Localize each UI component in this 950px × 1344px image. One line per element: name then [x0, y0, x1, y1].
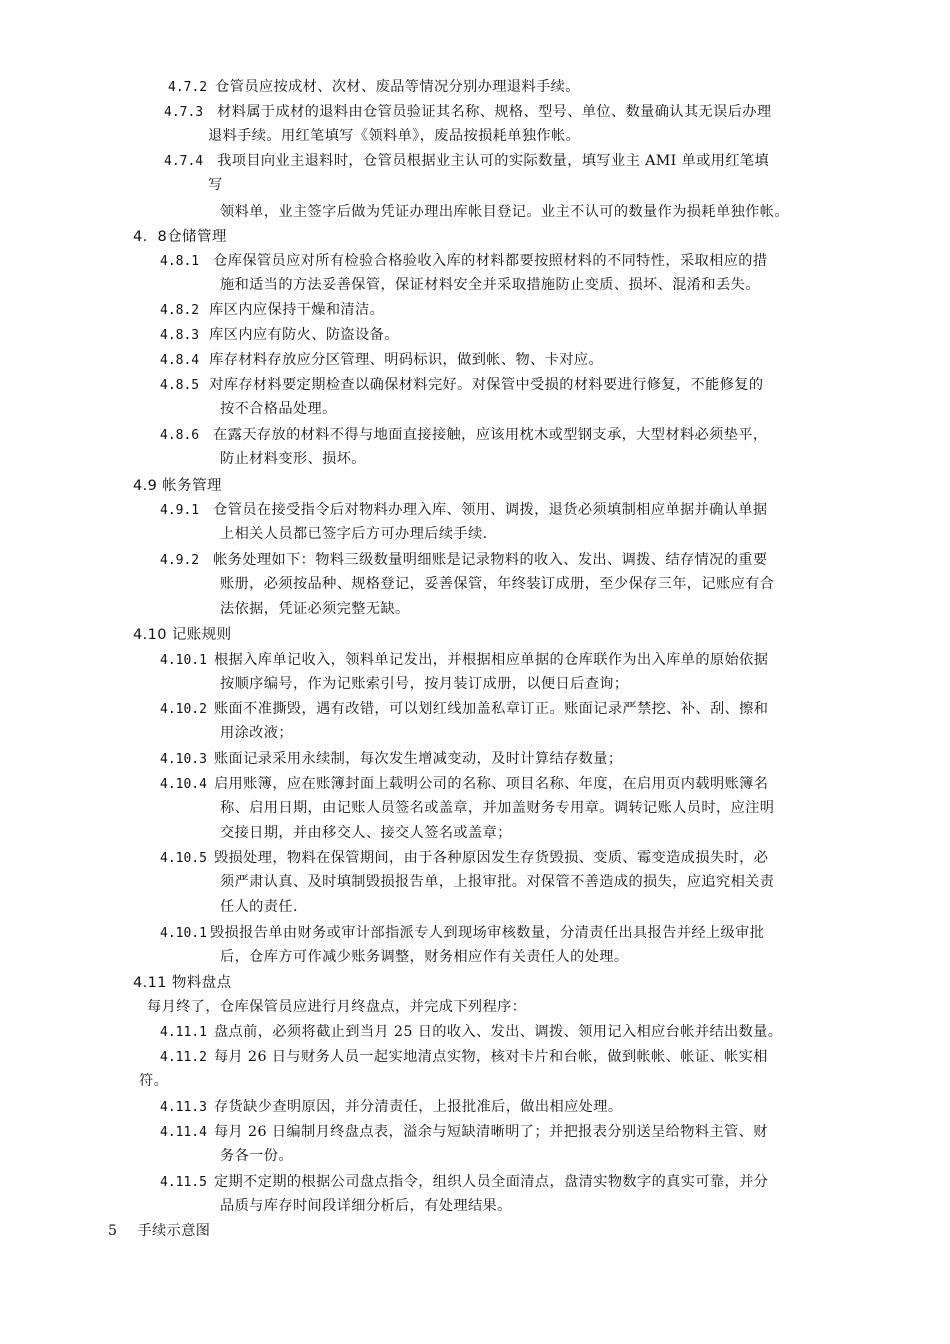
- clause-4-11-2-continuation: 符。: [139, 1073, 169, 1089]
- clause-number: 4.10.2: [160, 702, 207, 717]
- clause-text-line-1: 根据入库单记收入，领料单记发出，并根据相应单据的仓库联作为出入库单的原始依据: [213, 652, 769, 668]
- clause-4-7-4-continuation-2: 领料单，业主签字后做为凭证办理出库帐目登记。业主不认可的数量作为损耗单独作帐。: [220, 204, 789, 220]
- clause-4-8-4: [160, 351, 603, 370]
- clause-4-11-3: [160, 1098, 622, 1117]
- clause-4-9-1-continuation: 上相关人员都已签字后方可办理后续手续.: [220, 526, 488, 542]
- clause-text-line-1: 毁损报告单由财务或审计部指派专人到现场审核数量，分清责任出具报告并经上级审批: [209, 925, 765, 941]
- clause-4-11-5-continuation: 品质与库存时间段详细分析后，有处理结果。: [220, 1198, 512, 1214]
- section-heading-4-11: 4.11 物料盘点: [133, 975, 232, 991]
- clause-4-10-4-continuation-1: 称、启用日期，由记账人员签名或盖章，并加盖财务专用章。调转记账人员时，应注明: [220, 800, 775, 816]
- clause-4-10-1-continuation: 按顺序编号，作为记账索引号，按月装订成册，以便日后查询；: [220, 676, 629, 692]
- section-heading-4-8: 4．8仓储管理: [133, 229, 227, 245]
- clause-4-8-6: [160, 426, 767, 445]
- clause-4-10-5-continuation-2: 任人的责任.: [220, 899, 298, 915]
- clause-4-10-4-continuation-2: 交接日期，并由移交人、接交人签名或盖章；: [220, 825, 512, 841]
- clause-4-11-4: [160, 1123, 768, 1142]
- clause-4-7-2: [168, 78, 580, 97]
- clause-number: 4.10.1: [160, 653, 207, 668]
- clause-text: 库存材料存放应分区管理、明码标识，做到帐、物、卡对应。: [209, 352, 604, 368]
- clause-text-line-1: 对库存材料要定期检查以确保材料完好。对保管中受损的材料要进行修复，不能修复的: [209, 377, 764, 393]
- clause-4-8-1: [160, 252, 767, 271]
- clause-number: 4.9.2: [160, 553, 200, 568]
- clause-number: 4.10.4: [160, 777, 207, 792]
- section-heading-4-10: 4.10 记账规则: [133, 627, 232, 643]
- clause-number: 4.10.1: [160, 926, 207, 941]
- clause-4-7-4: [164, 152, 769, 171]
- clause-text-line-1: 每月 26 日编制月终盘点表，溢余与短缺清晰明了；并把报表分别送呈给物料主管、财: [213, 1124, 768, 1140]
- clause-4-7-3: [164, 103, 771, 122]
- section-5-heading: [108, 1222, 210, 1240]
- clause-text-line-1: 材料属于成材的退料由仓管员验证其名称、规格、型号、单位、数量确认其无误后办理: [217, 104, 772, 120]
- clause-4-8-2: [160, 301, 384, 320]
- clause-number: 4.11.5: [160, 1175, 207, 1190]
- clause-text-line-1: 仓库保管员应对所有检验合格验收入库的材料都要按照材料的不同特性，采取相应的措: [213, 253, 768, 269]
- clause-number: 4.8.5: [160, 378, 200, 393]
- clause-number: 4.8.6: [160, 428, 200, 443]
- clause-4-10-1: [160, 651, 768, 670]
- clause-4-11-4-continuation: 务各一份。: [220, 1148, 293, 1164]
- clause-text: 仓管员应按成材、次材、废品等情况分别办理退料手续。: [215, 79, 580, 95]
- clause-4-8-3: [160, 326, 399, 345]
- clause-4-11-5: [160, 1173, 768, 1192]
- clause-4-9-1: [160, 501, 767, 520]
- clause-text-line-1: 启用账簿，应在账簿封面上载明公司的名称、项目名称、年度，在启用页内载明账簿名: [213, 776, 769, 792]
- clause-4-10-2-continuation: 用涂改液；: [220, 725, 293, 741]
- clause-text: 存货缺少查明原因，并分清责任，上报批准后，做出相应处理。: [213, 1099, 623, 1115]
- clause-text-line-1: 我项目向业主退料时，仓管员根据业主认可的实际数量，填写业主 AMI 单或用红笔填: [217, 153, 770, 169]
- clause-text-line-1: 仓管员在接受指令后对物料办理入库、领用、调拨，退货必须填制相应单据并确认单据: [213, 502, 768, 518]
- clause-number: 4.7.4: [164, 154, 204, 169]
- clause-4-9-2-continuation-2: 法依据，凭证必须完整无缺。: [220, 601, 410, 617]
- clause-4-10-1-second: [160, 924, 764, 943]
- clause-number: 4.11.4: [160, 1125, 207, 1140]
- clause-number: 4.7.2: [168, 80, 208, 95]
- clause-number: 4.10.5: [160, 851, 207, 866]
- clause-4-10-5: [160, 849, 768, 868]
- clause-4-8-1-continuation: 施和适当的方法妥善保管，保证材料安全并采取措施防止变质、损坏、混淆和丢失。: [220, 277, 760, 293]
- clause-4-7-3-continuation: 退料手续。用红笔填写《领料单》，废品按损耗单独作帐。: [208, 128, 581, 144]
- clause-number: 4.8.3: [160, 328, 200, 343]
- clause-4-10-1-second-continuation: 后，仓库方可作减少账务调整，财务相应作有关责任人的处理。: [220, 949, 629, 965]
- section-4-11-intro: 每月终了，仓库保管员应进行月终盘点，并完成下列程序：: [147, 999, 527, 1015]
- clause-text: 库区内应保持干燥和清洁。: [209, 302, 385, 318]
- clause-text: 盘点前，必须将截止到当月 25 日的收入、发出、调拨、领用记入相应台帐并结出数量。: [213, 1024, 783, 1040]
- clause-text: 账面记录采用永续制，每次发生增减变动，及时计算结存数量；: [213, 751, 623, 767]
- clause-4-10-4: [160, 775, 768, 794]
- clause-4-9-2: [160, 551, 767, 570]
- clause-number: 4.11.2: [160, 1050, 207, 1065]
- clause-4-8-6-continuation: 防止材料变形、损坏。: [220, 451, 366, 467]
- clause-4-8-5-continuation: 按不合格品处理。: [220, 401, 337, 417]
- clause-number: 4.8.4: [160, 353, 200, 368]
- clause-text-line-1: 毁损处理，物料在保管期间，由于各种原因发生存货毁损、变质、霉变造成损失时，必: [213, 850, 769, 866]
- section-number: 5: [108, 1223, 118, 1239]
- clause-4-11-2: [160, 1048, 768, 1067]
- clause-text-line-1: 每月 26 日与财务人员一起实地清点实物，核对卡片和台帐，做到帐帐、帐证、帐实相: [213, 1049, 768, 1065]
- clause-text-line-1: 帐务处理如下：物料三级数量明细账是记录物料的收入、发出、调拨、结存情况的重要: [213, 552, 768, 568]
- clause-4-11-1: [160, 1023, 782, 1042]
- clause-4-10-3: [160, 750, 622, 769]
- clause-4-8-5: [160, 376, 763, 395]
- section-heading-4-9: 4.9 帐务管理: [133, 478, 222, 494]
- clause-4-7-4-continuation-1: 写: [208, 177, 223, 193]
- clause-text-line-1: 在露天存放的材料不得与地面直接接触，应该用枕木或型钢支承，大型材料必须垫平，: [213, 427, 768, 443]
- clause-number: 4.9.1: [160, 503, 200, 518]
- clause-number: 4.11.3: [160, 1100, 207, 1115]
- clause-text-line-1: 账面不准撕毁，遇有改错，可以划红线加盖私章订正。账面记录严禁挖、补、刮、擦和: [213, 701, 769, 717]
- clause-text-line-1: 定期不定期的根据公司盘点指令，组织人员全面清点，盘清实物数字的真实可靠，并分: [213, 1174, 769, 1190]
- clause-number: 4.8.1: [160, 254, 200, 269]
- clause-4-10-2: [160, 700, 768, 719]
- clause-number: 4.8.2: [160, 303, 200, 318]
- clause-number: 4.11.1: [160, 1025, 207, 1040]
- clause-number: 4.7.3: [164, 105, 204, 120]
- clause-text: 库区内应有防火、防盗设备。: [209, 327, 399, 343]
- clause-4-9-2-continuation-1: 账册，必须按品种、规格登记，妥善保管，年终装订成册，至少保存三年，记账应有合: [220, 576, 775, 592]
- clause-number: 4.10.3: [160, 752, 207, 767]
- clause-4-10-5-continuation-1: 须严肃认真、及时填制毁损报告单，上报审批。对保管不善造成的损失，应追究相关责: [220, 874, 775, 890]
- section-title: 手续示意图: [137, 1223, 211, 1239]
